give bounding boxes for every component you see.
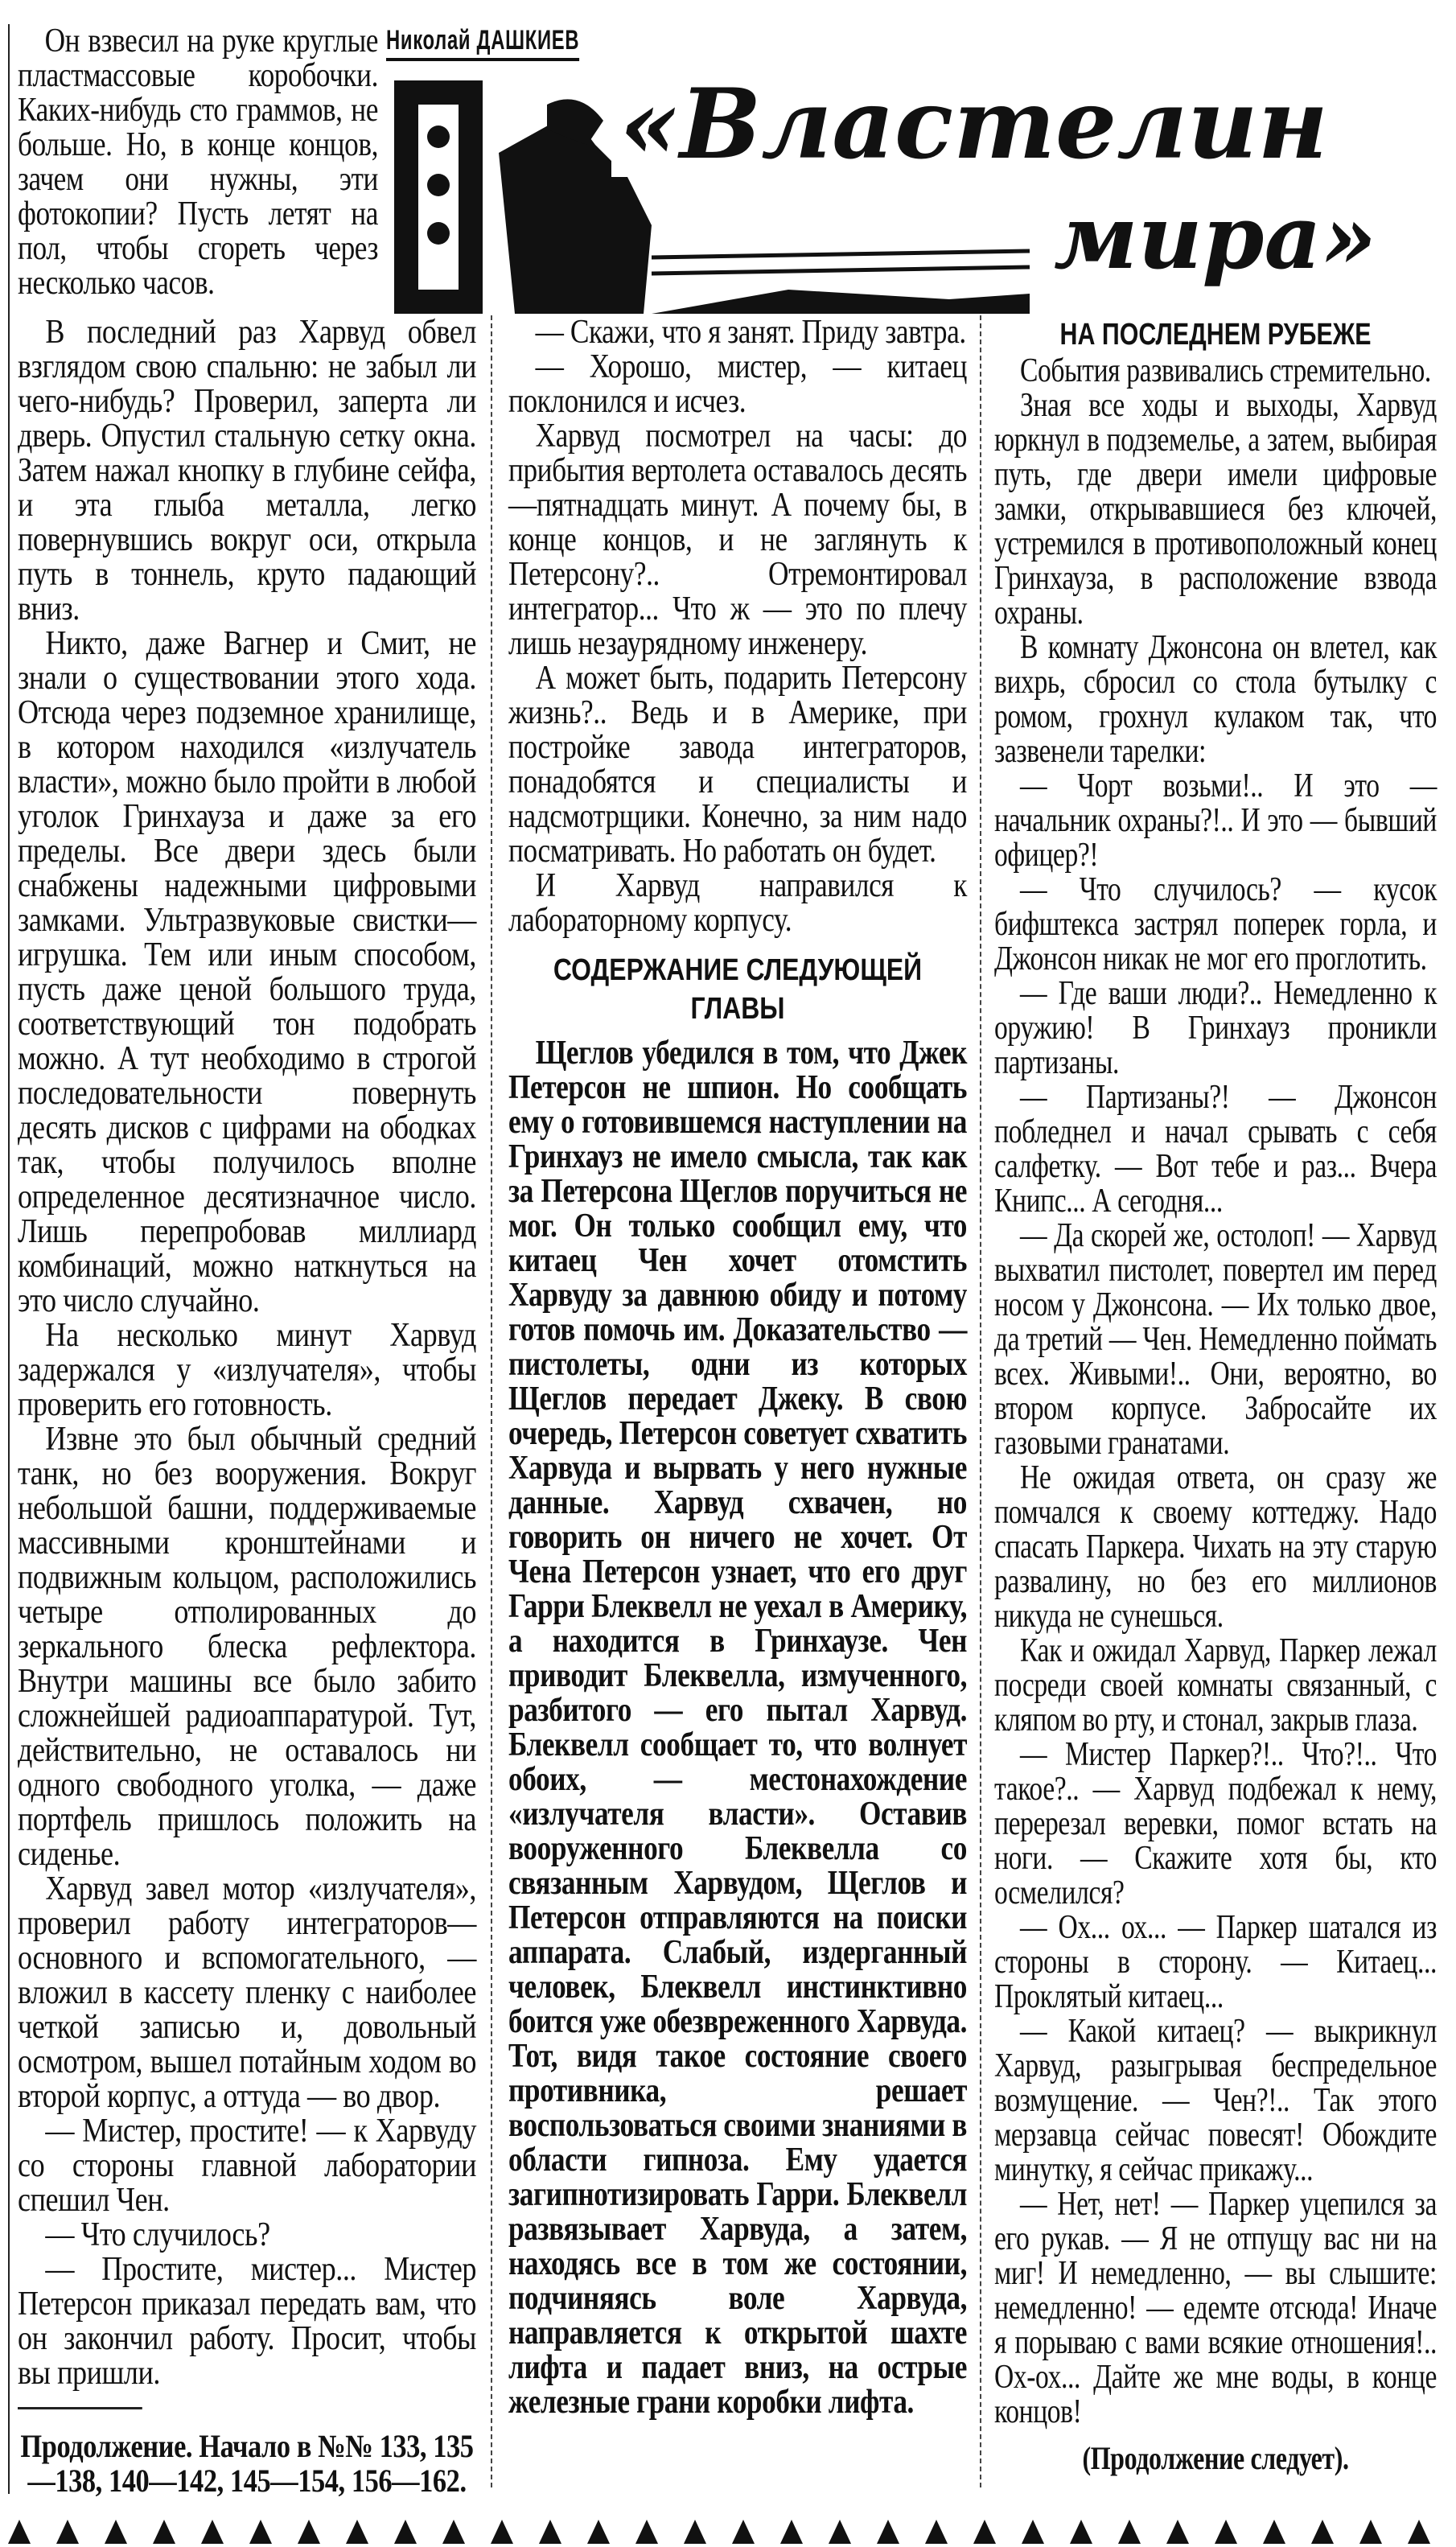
paragraph: — Да скорей же, остолоп! — Харвуд выхватил пистолет, повертел им перед носом у Джонсона. — Их только двое, да третий — Чен. Немедленно поймать всех. Живыми!.. Они, вероятно, во втором корпусе. Забросайте их газовыми гранатами. <box>994 1217 1437 1462</box>
border-triangle <box>780 2520 803 2544</box>
border-triangle <box>1263 2520 1285 2544</box>
separator-rule <box>18 2407 142 2409</box>
border-triangle <box>539 2520 561 2544</box>
paragraph: На несколько минут Харвуд задержался у «излучателя», чтобы проверить его готовность. <box>18 1317 476 1423</box>
title-line-1: «Властелин <box>611 72 1336 177</box>
paragraph: В комнату Джонсона он влетел, как вихрь, сбросил со стола бутылку с ромом, грохнул кулаком так, что зазвенели тарелки: <box>994 629 1437 770</box>
paragraph: Извне это был обычный средний танк, но без вооружения. Вокруг небольшой башни, поддерживаемые массивными кронштейнами и подвижным кольцом, расположились четыре отполированных до зеркального блеска рефлектора. Внутри машины все было забито сложнейшей радиоаппаратурой. Тут, действительно, не оставалось ни одного свободного уголка, — даже портфель пришлось положить на сиденье. <box>18 1421 476 1873</box>
border-triangle <box>635 2520 658 2544</box>
to-be-continued: (Продолжение следует). <box>1082 2440 1349 2476</box>
decorative-triangle-border <box>0 2513 1456 2547</box>
border-triangle <box>8 2520 31 2544</box>
border-triangle <box>587 2520 610 2544</box>
border-triangle <box>1022 2520 1044 2544</box>
column-rule-2 <box>980 315 981 2487</box>
paragraph: Как и ожидал Харвуд, Паркер лежал посреди своей комнаты связанный, с кляпом во рту, и стонал, закрыв глаза. <box>994 1632 1437 1738</box>
border-triangle <box>491 2520 513 2544</box>
border-triangle <box>732 2520 755 2544</box>
paragraph: И Харвуд направился к лабораторному корпусу. <box>508 867 967 939</box>
border-triangle <box>1118 2520 1141 2544</box>
border-triangle <box>298 2520 320 2544</box>
paragraph: — Партизаны?! — Джонсон побледнел и начал срывать с себя салфетку. — Вот тебе и раз... Вчера Книпс... А сегодня... <box>994 1079 1437 1220</box>
paragraph: — Простите, мистер... Мистер Петерсон приказал передать вам, что он закончил работу. Просит, чтобы вы пришли. <box>18 2251 476 2392</box>
paragraph: — Скажи, что я занят. Приду завтра. <box>535 314 966 351</box>
border-triangle <box>973 2520 996 2544</box>
paragraph: А может быть, подарить Петерсону жизнь?.. Ведь и в Америке, при постройке завода интеграторов, понадобятся и специалисты и надсмотрщики. Конечно, за ним надо посматривать. Но работать он будет. <box>508 660 967 870</box>
paragraph: Зная все ходы и выходы, Харвуд юркнул в подземелье, а затем, выбирая путь, где двери имели цифровые замки, открывавшиеся без ключей, устремился в противоположный конец Гринхауза, в расположение взвода охраны. <box>994 387 1437 632</box>
paragraph: — Хорошо, мистер, — китаец поклонился и исчез. <box>508 348 967 420</box>
border-triangle <box>925 2520 948 2544</box>
left-border-rule <box>8 24 10 2494</box>
paragraph: — Чорт возьми!.. И это — начальник охраны?!.. И это — бывший офицер?! <box>994 767 1437 874</box>
border-triangle <box>1166 2520 1189 2544</box>
border-triangle <box>829 2520 851 2544</box>
section-heading: НА ПОСЛЕДНЕМ РУБЕЖЕ <box>1059 318 1372 352</box>
summary-heading: СОДЕРЖАНИЕ СЛЕДУЮЩЕЙ ГЛАВЫ <box>553 953 923 1026</box>
paragraph: — Ох... ох... — Паркер шатался из стороны в сторону. — Китаец... Проклятый китаец... <box>994 1909 1437 2015</box>
column-1 <box>18 315 476 2498</box>
author-name: Николай ДАШКИЕВ <box>386 24 579 61</box>
border-triangle <box>1408 2520 1430 2544</box>
column-2 <box>508 315 967 2420</box>
border-triangle <box>877 2520 899 2544</box>
paragraph: — Нет, нет! — Паркер уцепился за его рукав. — Я не отпущу вас ни на миг! И немедленно, — вы слышите: немедленно! — едемте отсюда! Иначе я порываю с вами всякие отношения!.. Ох-ох... Дайте же мне воды, в конце концов! <box>994 2186 1437 2430</box>
paragraph: Никто, даже Вагнер и Смит, не знали о существовании этого хода. Отсюда через подземное хранилище, в котором находился «излучатель власти», можно было пройти в любой уголок Гринхауза и даже за его пределы. Все двери здесь были снабжены надежными цифровыми замками. Ультразвуковые свистки—игрушка. Тем или иным способом, пусть даже ценой большого труда, соответствующий тон подобрать можно. А тут необходимо в строгой последовательности повернуть десять дисков с цифрами на ободках так, чтобы получилось вполне определенное десятизначное число. Лишь перепробовав миллиард комбинаций, можно наткнуться на это число случайно. <box>18 625 476 1319</box>
paragraph: События развивались стремительно. <box>1020 352 1431 389</box>
title-line-2: мира» <box>1046 189 1385 286</box>
border-triangle <box>346 2520 368 2544</box>
border-triangle <box>249 2520 272 2544</box>
paragraph: Харвуд завел мотор «излучателя», проверил работу интеграторов—основного и вспомогательного, — вложил в кассету пленку с наиболее четкой записью и, довольный осмотром, вышел потайным ходом во второй корпус, а оттуда — во двор. <box>18 1870 476 2115</box>
paragraph: — Мистер Паркер?!.. Что?!.. Что такое?.. — Харвуд подбежал к нему, перерезал веревки, помог встать на ноги. — Скажите хотя бы, кто осмелился? <box>994 1736 1437 1911</box>
border-triangle <box>684 2520 706 2544</box>
paragraph: — Что случилось? — кусок бифштекса застрял поперек горла, и Джонсон никак не мог его проглотить. <box>994 871 1437 977</box>
lead-paragraph-column <box>18 24 378 301</box>
border-triangle <box>394 2520 417 2544</box>
paragraph: В последний раз Харвуд обвел взглядом свою спальню: не забыл ли чего-нибудь? Проверил, заперта ли дверь. Опустил стальную сетку окна. Затем нажал кнопку в глубине сейфа, и эта глыба металла, легко повернувшись вокруг оси, открыла путь в тоннель, круто падающий вниз. <box>18 314 476 627</box>
border-triangle <box>442 2520 465 2544</box>
lead-paragraph: Он взвесил на руке круглые пластмассовые коробочки. Каких-нибудь сто граммов, не больше. Но, в конце концов, зачем они нужны, эти фотокопии? Пусть летят на пол, чтобы сгореть через несколько часов. <box>18 23 378 302</box>
paragraph: Харвуд посмотрел на часы: до прибытия вертолета оставалось десять—пятнадцать минут. А почему бы, в конце концов, и не заглянуть к Петерсону?.. Отремонтировал интегратор... Что ж — это по плечу лишь незаурядному инженеру. <box>508 418 967 662</box>
border-triangle <box>105 2520 127 2544</box>
border-triangle <box>1070 2520 1092 2544</box>
border-triangle <box>201 2520 224 2544</box>
border-triangle <box>1311 2520 1334 2544</box>
border-triangle <box>1215 2520 1237 2544</box>
paragraph: — Что случилось? <box>45 2216 270 2253</box>
chapter-summary: Щеглов убедился в том, что Джек Петерсон не шпион. Но сообщать ему о готовившемся наступлении на Гринхауз не имело смысла, так как за Петерсона Щеглов поручиться не мог. Он только сообщил ему, что китаец Чен хочет отомстить Харвуду за давнюю обиду и потому готов помочь им. Доказательство — пистолеты, одни из которых Щеглов передает Джеку. В свою очередь, Петерсон советует схватить Харвуда и вырвать у него нужные данные. Харвуд схвачен, но говорить он ничего не хочет. От Чена Петерсон узнает, что его друг Гарри Блеквелл не уехал в Америку, а находится в Гринхаузе. Чен приводит Блеквелла, измученного, разбитого — его пытал Харвуд. Блеквелл сообщает то, что волнует обоих, — местонахождение «излучателя власти». Оставив вооруженного Блеквелла со связанным Харвудом, Щеглов и Петерсон отправляются на поиски аппарата. Слабый, издерганный человек, Блеквелл инстинктивно боится уже обезвреженного Харвуда. Тот, видя такое состояние своего противника, решает воспользоваться своими знаниями в области гипноза. Ему удается загипнотизировать Гарри. Блеквелл развязывает Харвуда, а затем, находясь все в том же состоянии, подчиняясь воле Харвуда, направляется к открытой шахте лифта и падает вниз, на острые железные грани коробки лифта. <box>508 1035 968 2421</box>
paragraph: — Мистер, простите! — к Харвуду со стороны главной лаборатории спешил Чен. <box>18 2113 476 2219</box>
border-triangle <box>1359 2520 1382 2544</box>
paragraph: — Какой китаец? — выкрикнул Харвуд, разыгрывая беспредельное возмущение. — Чен?!.. Так этого мерзавца сейчас повесят! Обождите минутку, я сейчас прикажу... <box>994 2013 1437 2188</box>
column-rule-1 <box>491 315 492 2487</box>
paragraph: Не ожидая ответа, он сразу же помчался к своему коттеджу. Надо спасать Паркера. Чихать на эту старую развалину, но без его миллионов никуда не сунешься. <box>994 1459 1437 1635</box>
border-triangle <box>56 2520 79 2544</box>
paragraph: — Где ваши люди?.. Немедленно к оружию! В Гринхауз проникли партизаны. <box>994 975 1437 1081</box>
column-3 <box>994 315 1437 2475</box>
continuation-note: Продолжение. Начало в №№ 133, 135—138, 140—142, 145—154, 156—162. <box>20 2428 474 2499</box>
border-triangle <box>153 2520 175 2544</box>
